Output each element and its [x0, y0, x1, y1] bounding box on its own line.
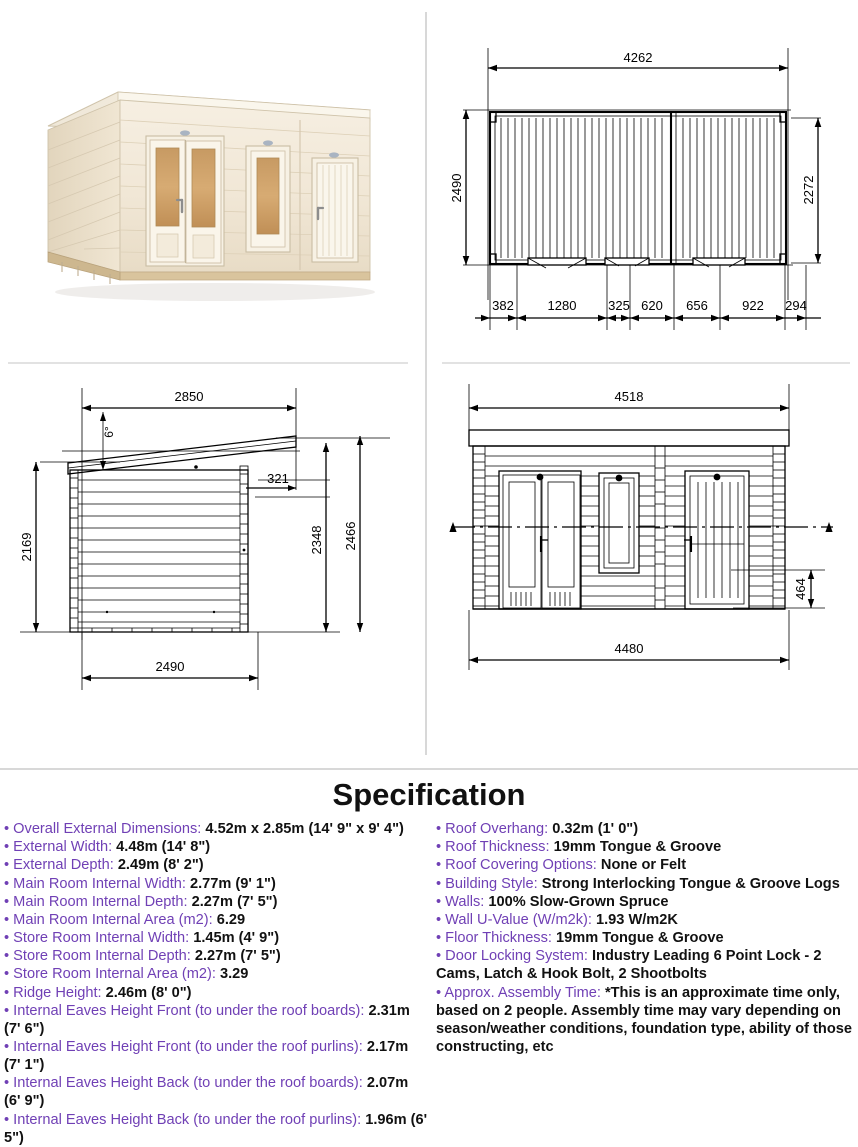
spec-item-value: Strong Interlocking Tongue & Groove Logs [537, 875, 840, 892]
spec-item-value: 4.48m (14' 8") [112, 839, 211, 856]
plan-view-cell[interactable] [433, 0, 858, 362]
spec-item [436, 856, 858, 874]
spec-item-label: Overall External Dimensions: [13, 821, 202, 838]
spec-item-label: Store Room Internal Depth: [13, 948, 191, 965]
spec-item-label: Approx. Assembly Time: [444, 984, 601, 1001]
bullet-icon: • [436, 911, 446, 928]
gallery-horizontal-divider-right [442, 362, 850, 364]
plan-chain-4: 656 [686, 298, 708, 313]
spec-item [436, 820, 858, 838]
spec-item [436, 911, 858, 929]
spec-item-value: 1.93 W/m2K [591, 911, 678, 928]
spec-item-value: *This is an approximate time only, based on 2 people. Assembly time may vary depending on season/weather conditions, foundation type, ability of those constructing, etc [436, 984, 852, 1055]
spec-item-label: Roof Covering Options: [445, 857, 597, 874]
plan-view-drawing [433, 0, 858, 362]
bullet-icon: • [436, 875, 446, 892]
spec-item-value: 100% Slow-Grown Spruce [484, 893, 669, 910]
spec-item-value: 2.31m (7' 6") [4, 1002, 410, 1037]
side-roof-width-label: 2850 [174, 389, 204, 404]
spec-item-value: 1.45m (4' 9") [189, 930, 280, 947]
side-base-width-label: 2490 [155, 659, 185, 674]
front-base-width-label: 4480 [614, 641, 644, 656]
spec-item [436, 947, 858, 983]
spec-item [4, 893, 428, 911]
specification-left-column [4, 820, 428, 1147]
specification-section [0, 770, 858, 1147]
side-back-height-label: 2169 [19, 532, 34, 562]
spec-item-label: Walls: [445, 893, 485, 910]
spec-item-value: 2.46m (8' 0") [101, 984, 192, 1001]
gallery-vertical-divider [425, 12, 427, 755]
plan-chain-6: 294 [785, 298, 807, 313]
spec-item-value: 2.07m (6' 9") [4, 1075, 409, 1110]
plan-overall-width-label: 4262 [623, 50, 653, 65]
bullet-icon: • [4, 1038, 14, 1055]
plan-chain-3: 620 [641, 298, 663, 313]
product-photo-cell[interactable] [0, 0, 425, 362]
bullet-icon: • [4, 1002, 14, 1019]
spec-item-label: Internal Eaves Height Back (to under the roof boards): [13, 1075, 363, 1092]
bullet-icon: • [436, 839, 446, 856]
spec-item-label: Main Room Internal Width: [13, 875, 186, 892]
bullet-icon: • [436, 857, 446, 874]
spec-item-label: Main Room Internal Depth: [13, 893, 188, 910]
spec-item [4, 911, 428, 929]
spec-item-label: External Width: [13, 839, 113, 856]
bullet-icon: • [436, 984, 445, 1001]
spec-item-value: 19mm Tongue & Groove [549, 839, 722, 856]
spec-item [4, 838, 428, 856]
spec-item-value: 2.49m (8' 2") [113, 857, 204, 874]
bullet-icon: • [436, 948, 446, 965]
spec-item [4, 984, 428, 1002]
front-elevation-cell[interactable] [433, 370, 858, 755]
bullet-icon: • [4, 1111, 14, 1128]
plan-depth-inner-label: 2272 [801, 175, 816, 205]
spec-item-label: Roof Thickness: [445, 839, 550, 856]
spec-item [4, 856, 428, 874]
spec-item-value: 6.29 [212, 911, 246, 928]
bullet-icon: • [4, 857, 14, 874]
front-low-dim-label: 464 [793, 578, 808, 600]
spec-item-label: Internal Eaves Height Front (to under the roof purlins): [13, 1038, 363, 1055]
spec-item-value: None or Felt [596, 857, 687, 874]
bullet-icon: • [4, 875, 14, 892]
spec-item-label: Store Room Internal Area (m2): [13, 966, 216, 983]
side-roof-pitch-label: 6° [102, 426, 116, 438]
plan-chain-5: 922 [742, 298, 764, 313]
spec-item-label: Floor Thickness: [445, 930, 552, 947]
side-ridge-height-label: 2466 [343, 521, 358, 551]
bullet-icon: • [4, 821, 14, 838]
spec-item-label: Internal Eaves Height Back (to under the roof purlins): [13, 1111, 362, 1128]
spec-item [4, 1038, 428, 1074]
spec-item-label: Store Room Internal Width: [13, 930, 190, 947]
side-eaves-height-label: 2348 [309, 525, 324, 555]
side-elevation-drawing [0, 370, 425, 755]
specification-right-column [436, 820, 858, 1056]
spec-item-label: Wall U-Value (W/m2k): [445, 911, 592, 928]
spec-item-label: Building Style: [445, 875, 538, 892]
bullet-icon: • [4, 893, 14, 910]
spec-item-label: Internal Eaves Height Front (to under the roof boards): [13, 1002, 365, 1019]
bullet-icon: • [4, 839, 14, 856]
spec-item-value: 2.77m (9' 1") [185, 875, 276, 892]
front-roof-width-label: 4518 [614, 389, 644, 404]
spec-item [4, 820, 428, 838]
spec-item [4, 947, 428, 965]
spec-item [436, 838, 858, 856]
spec-item-label: Main Room Internal Area (m2): [13, 911, 213, 928]
side-overhang-label: 321 [267, 471, 289, 486]
bullet-icon: • [4, 911, 14, 928]
specification-columns [4, 820, 854, 1147]
spec-item [4, 1074, 428, 1110]
spec-item-label: External Depth: [13, 857, 114, 874]
bullet-icon: • [4, 1075, 14, 1092]
spec-item-label: Door Locking System: [445, 948, 588, 965]
specification-heading: Specification [332, 777, 526, 812]
product-photo [0, 0, 425, 362]
spec-item [436, 984, 858, 1057]
spec-item [436, 875, 858, 893]
spec-item-label: Roof Overhang: [445, 821, 549, 838]
spec-item-value: 1.96m (6' 5") [4, 1111, 428, 1146]
plan-chain-0: 382 [492, 298, 514, 313]
spec-item [4, 965, 428, 983]
spec-item-value: Industry Leading 6 Point Lock - 2 Cams, Latch & Hook Bolt, 2 Shootbolts [436, 948, 822, 983]
bullet-icon: • [4, 984, 14, 1001]
bullet-icon: • [4, 966, 14, 983]
plan-chain-1: 1280 [547, 298, 577, 313]
spec-item-value: 2.27m (7' 5") [187, 893, 278, 910]
spec-item [4, 929, 428, 947]
bullet-icon: • [4, 948, 14, 965]
spec-item [4, 1111, 428, 1147]
plan-depth-outer-label: 2490 [449, 173, 464, 203]
spec-item-value: 4.52m x 2.85m (14' 9" x 9' 4") [201, 821, 404, 838]
bullet-icon: • [436, 893, 446, 910]
spec-item [436, 893, 858, 911]
spec-item-value: 0.32m (1' 0") [548, 821, 639, 838]
spec-item [436, 929, 858, 947]
side-elevation-cell[interactable] [0, 370, 425, 755]
plan-chain-2: 325 [608, 298, 630, 313]
front-elevation-drawing [433, 370, 858, 755]
bullet-icon: • [436, 930, 446, 947]
gallery-horizontal-divider-left [8, 362, 408, 364]
spec-item-value: 3.29 [215, 966, 249, 983]
spec-item-label: Ridge Height: [13, 984, 102, 1001]
spec-item-value: 2.27m (7' 5") [190, 948, 281, 965]
spec-item [4, 875, 428, 893]
bullet-icon: • [436, 821, 446, 838]
spec-item-value: 2.17m (7' 1") [4, 1038, 409, 1074]
bullet-icon: • [4, 930, 14, 947]
spec-item-value: 19mm Tongue & Groove [551, 930, 724, 947]
spec-item [4, 1002, 428, 1038]
